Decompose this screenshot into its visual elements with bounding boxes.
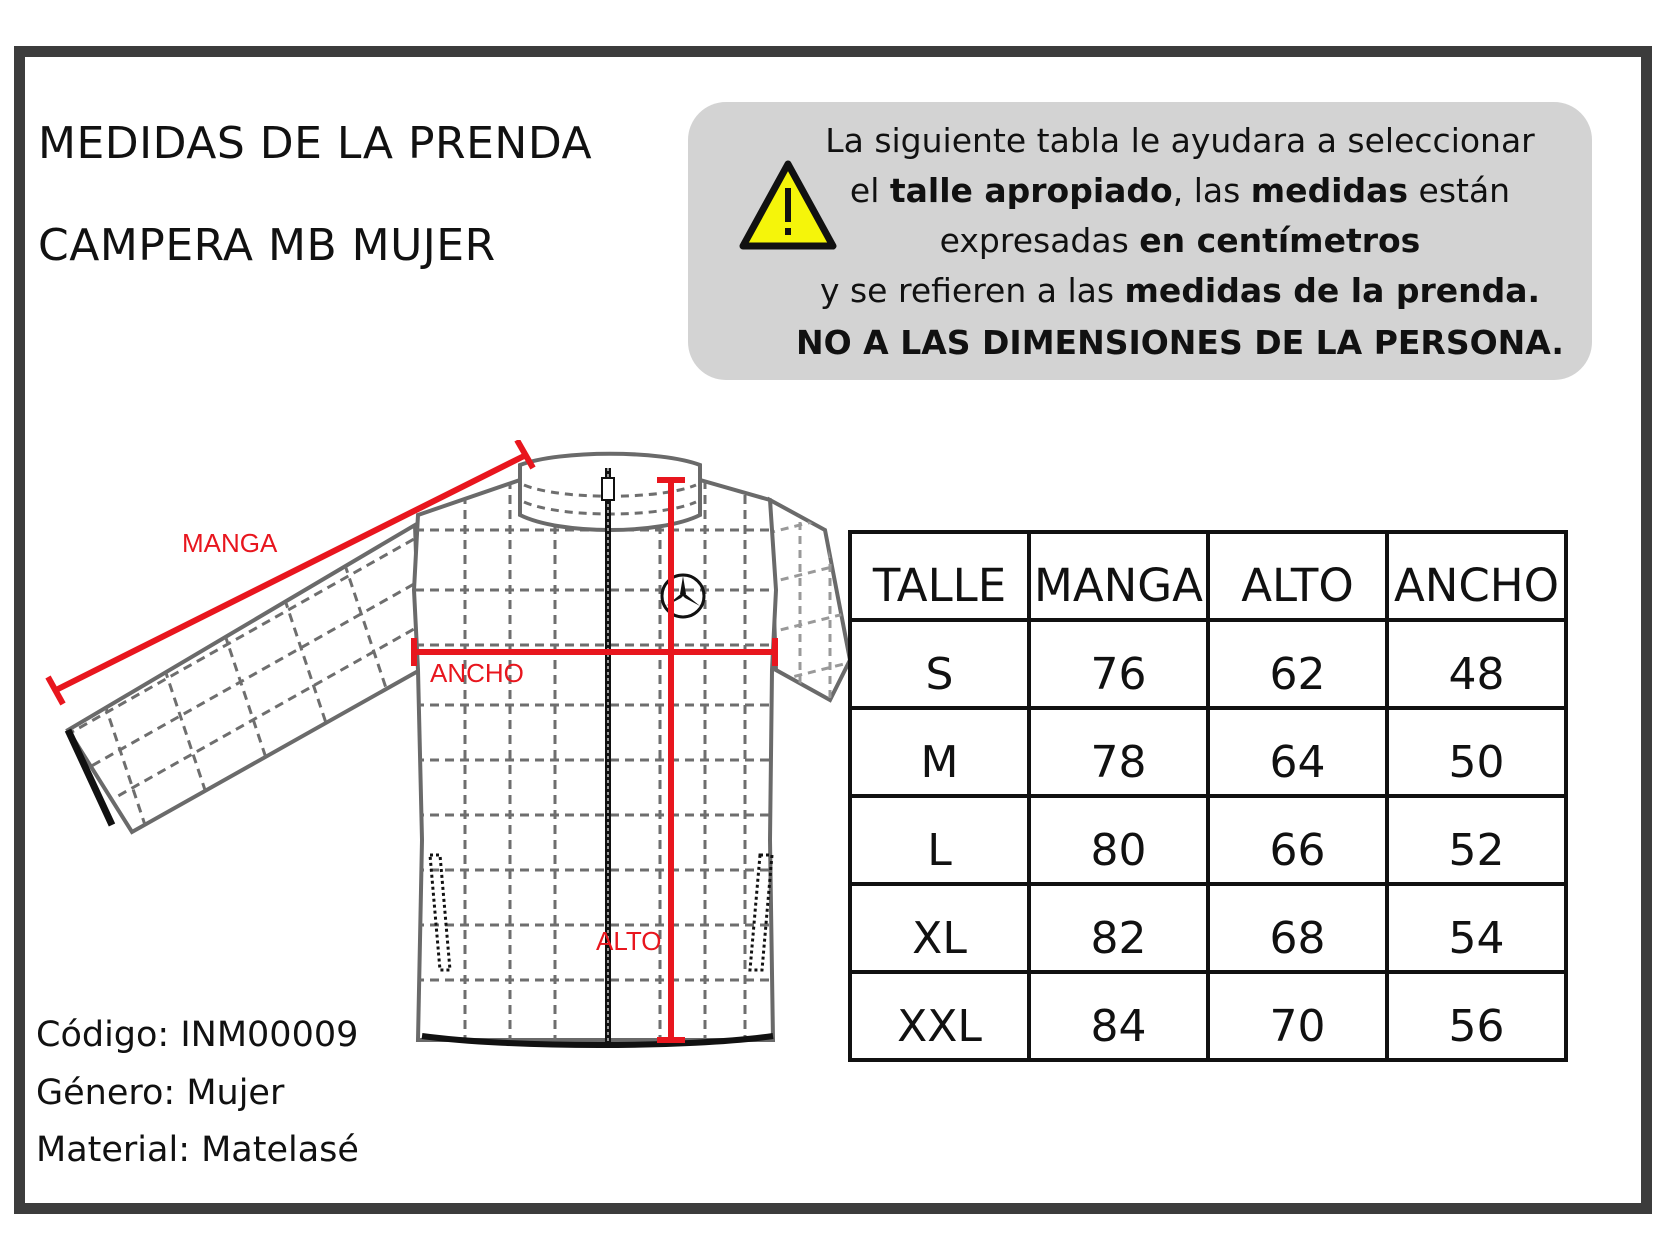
- cell-ancho: 50: [1387, 708, 1566, 796]
- product-code: Código: INM00009: [36, 1015, 359, 1055]
- cell-talle: M: [850, 708, 1029, 796]
- ancho-label: ANCHO: [430, 658, 524, 688]
- size-table: [848, 530, 1568, 1062]
- table-row: [850, 620, 1566, 708]
- cell-manga: 78: [1029, 708, 1208, 796]
- product-gender: Género: Mujer: [36, 1073, 285, 1113]
- cell-ancho: 52: [1387, 796, 1566, 884]
- notice-line-5: NO A LAS DIMENSIONES DE LA PERSONA.: [796, 323, 1564, 362]
- cell-alto: 70: [1208, 972, 1387, 1060]
- alto-label: ALTO: [596, 926, 662, 956]
- table-row: [850, 884, 1566, 972]
- cell-manga: 82: [1029, 884, 1208, 972]
- header-talle: TALLE: [850, 532, 1029, 620]
- table-row: [850, 796, 1566, 884]
- cell-manga: 76: [1029, 620, 1208, 708]
- notice-line-4: y se refieren a las medidas de la prenda.: [819, 271, 1541, 310]
- cell-alto: 66: [1208, 796, 1387, 884]
- cell-talle: S: [850, 620, 1029, 708]
- header-manga: MANGA: [1029, 532, 1208, 620]
- cell-talle: L: [850, 796, 1029, 884]
- header-alto: ALTO: [1208, 532, 1387, 620]
- product-name: CAMPERA MB MUJER: [38, 220, 496, 271]
- cell-ancho: 54: [1387, 884, 1566, 972]
- cell-ancho: 56: [1387, 972, 1566, 1060]
- table-header-row: [850, 532, 1566, 620]
- cell-alto: 62: [1208, 620, 1387, 708]
- notice-line-2: el talle apropiado, las medidas están: [849, 171, 1511, 210]
- left-sleeve: [68, 525, 420, 832]
- manga-label: MANGA: [182, 528, 278, 558]
- table-row: [850, 708, 1566, 796]
- cell-manga: 80: [1029, 796, 1208, 884]
- notice-line-1: La siguiente tabla le ayudara a seleccionar: [825, 121, 1535, 160]
- jacket-diagram: [40, 440, 860, 1080]
- cell-ancho: 48: [1387, 620, 1566, 708]
- cell-alto: 68: [1208, 884, 1387, 972]
- table-row: [850, 972, 1566, 1060]
- cell-manga: 84: [1029, 972, 1208, 1060]
- cell-talle: XL: [850, 884, 1029, 972]
- cell-talle: XXL: [850, 972, 1029, 1060]
- cell-alto: 64: [1208, 708, 1387, 796]
- header-ancho: ANCHO: [1387, 532, 1566, 620]
- product-material: Material: Matelasé: [36, 1130, 359, 1170]
- notice-line-3: expresadas en centímetros: [939, 221, 1421, 260]
- page-title: MEDIDAS DE LA PRENDA: [38, 118, 593, 169]
